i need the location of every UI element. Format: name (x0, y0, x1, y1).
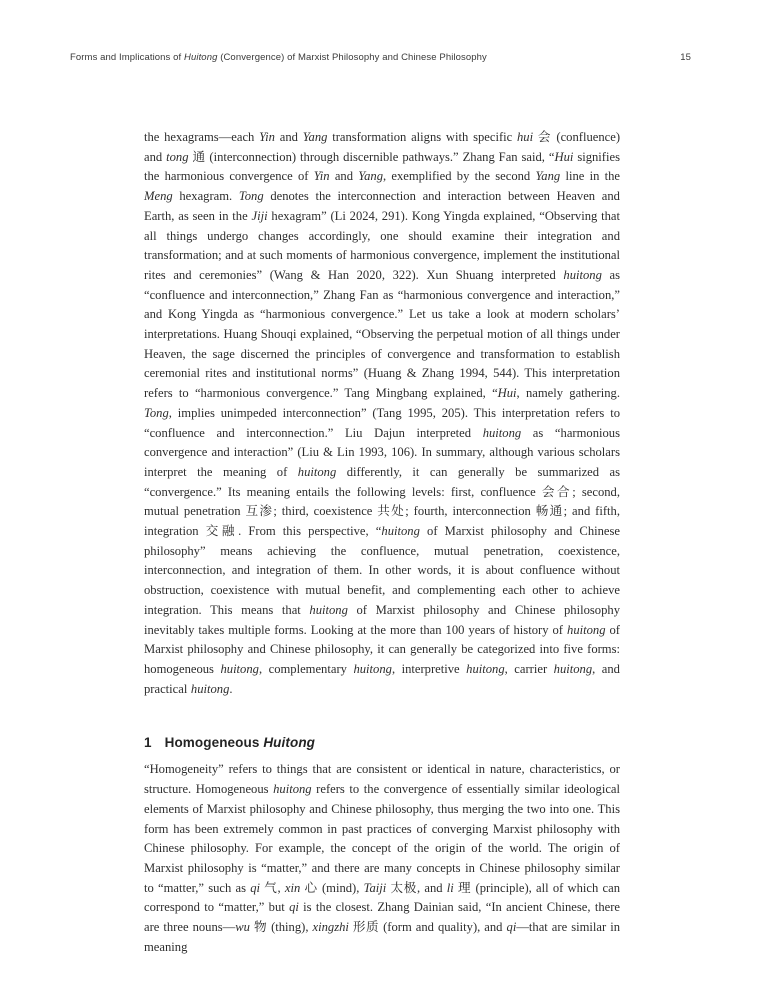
page-number: 15 (680, 52, 691, 63)
section-title: Homogeneous Huitong (164, 735, 316, 751)
body-paragraph-continuation: the hexagrams—each Yin and Yang transformation aligns with specific hui 会 (confluence) and tong 通 (interconnection) through discernible pathways.” Zhang Fan said, “Hui signifies the harmonious convergence of Yin and Yang, exemplified by the second Yang line in the Meng hexagram. Tong denotes the interconnection and interaction between Heaven and Earth, as seen in the Jiji hexagram” (Li 2024, 291). Kong Yingda explained, “Observing that all things undergo changes accordingly, one should examine their integration and transformation; and at such moments of harmonious convergence, implement the institutional rites and ceremonies” (Wang & Han 2020, 322). Xun Shuang interpreted huitong as “confluence and interconnection,” Zhang Fan as “harmonious convergence and interaction,” and Kong Yingda as “harmonious convergence.” Let us take a look at modern scholars’ interpretations. Huang Shouqi explained, “Observing the perpetual motion of all things under Heaven, the sage discerned the principles of convergence and transformation to establish ceremonial rites and institutional norms” (Huang & Zhang 1994, 544). This interpretation refers to “harmonious convergence.” Tang Mingbang explained, “Hui, namely gathering. Tong, implies unimpeded interconnection” (Tang 1995, 205). This interpretation refers to “confluence and interconnection.” Liu Dajun interpreted huitong as “harmonious convergence and interaction” (Liu & Lin 1993, 106). In summary, although various scholars interpret the meaning of huitong differently, it can generally be summarized as “convergence.” Its meaning entails the following levels: first, confluence 会合; second, mutual penetration 互渗; third, coexistence 共处; fourth, interconnection 畅通; and fifth, integration 交融. From this perspective, “huitong of Marxist philosophy and Chinese philosophy” means achieving the confluence, mutual penetration, coexistence, interconnection, and integration of them. In other words, it is about confluence without obstruction, coexistence with mutual benefit, and complementing each other to achieve integration. This means that huitong of Marxist philosophy and Chinese philosophy inevitably takes multiple forms. Looking at the more than 100 years of history of huitong of Marxist philosophy and Chinese philosophy, it can generally be categorized into five forms: homogeneous huitong, complementary huitong, interpretive huitong, carrier huitong, and practical huitong. (144, 130, 621, 696)
section-number: 1 (144, 735, 152, 751)
running-header (70, 52, 691, 63)
running-header-title: Forms and Implications of Huitong (Convergence) of Marxist Philosophy and Chinese Philosophy (70, 52, 487, 63)
page-content (144, 128, 620, 957)
body-paragraph-homogeneous: “Homogeneity” refers to things that are consistent or identical in nature, characteristics, or structure. Homogeneous huitong refers to the convergence of essentially similar ideological elements of Marxist philosophy and Chinese philosophy, thus merging the two into one. This form has been extremely common in past practices of converging Marxist philosophy with Chinese philosophy. For example, the concept of the origin of the world. The origin of Marxist philosophy is “matter,” and there are many concepts in Chinese philosophy similar to “matter,” such as qi 气, xin 心 (mind), Taiji 太极, and li 理 (principle), all of which can correspond to “matter,” but qi is the closest. Zhang Dainian said, “In ancient Chinese, there are three nouns—wu 物 (thing), xingzhi 形质 (form and quality), and qi—that are similar in meaning (144, 762, 620, 954)
section-heading (144, 735, 620, 750)
